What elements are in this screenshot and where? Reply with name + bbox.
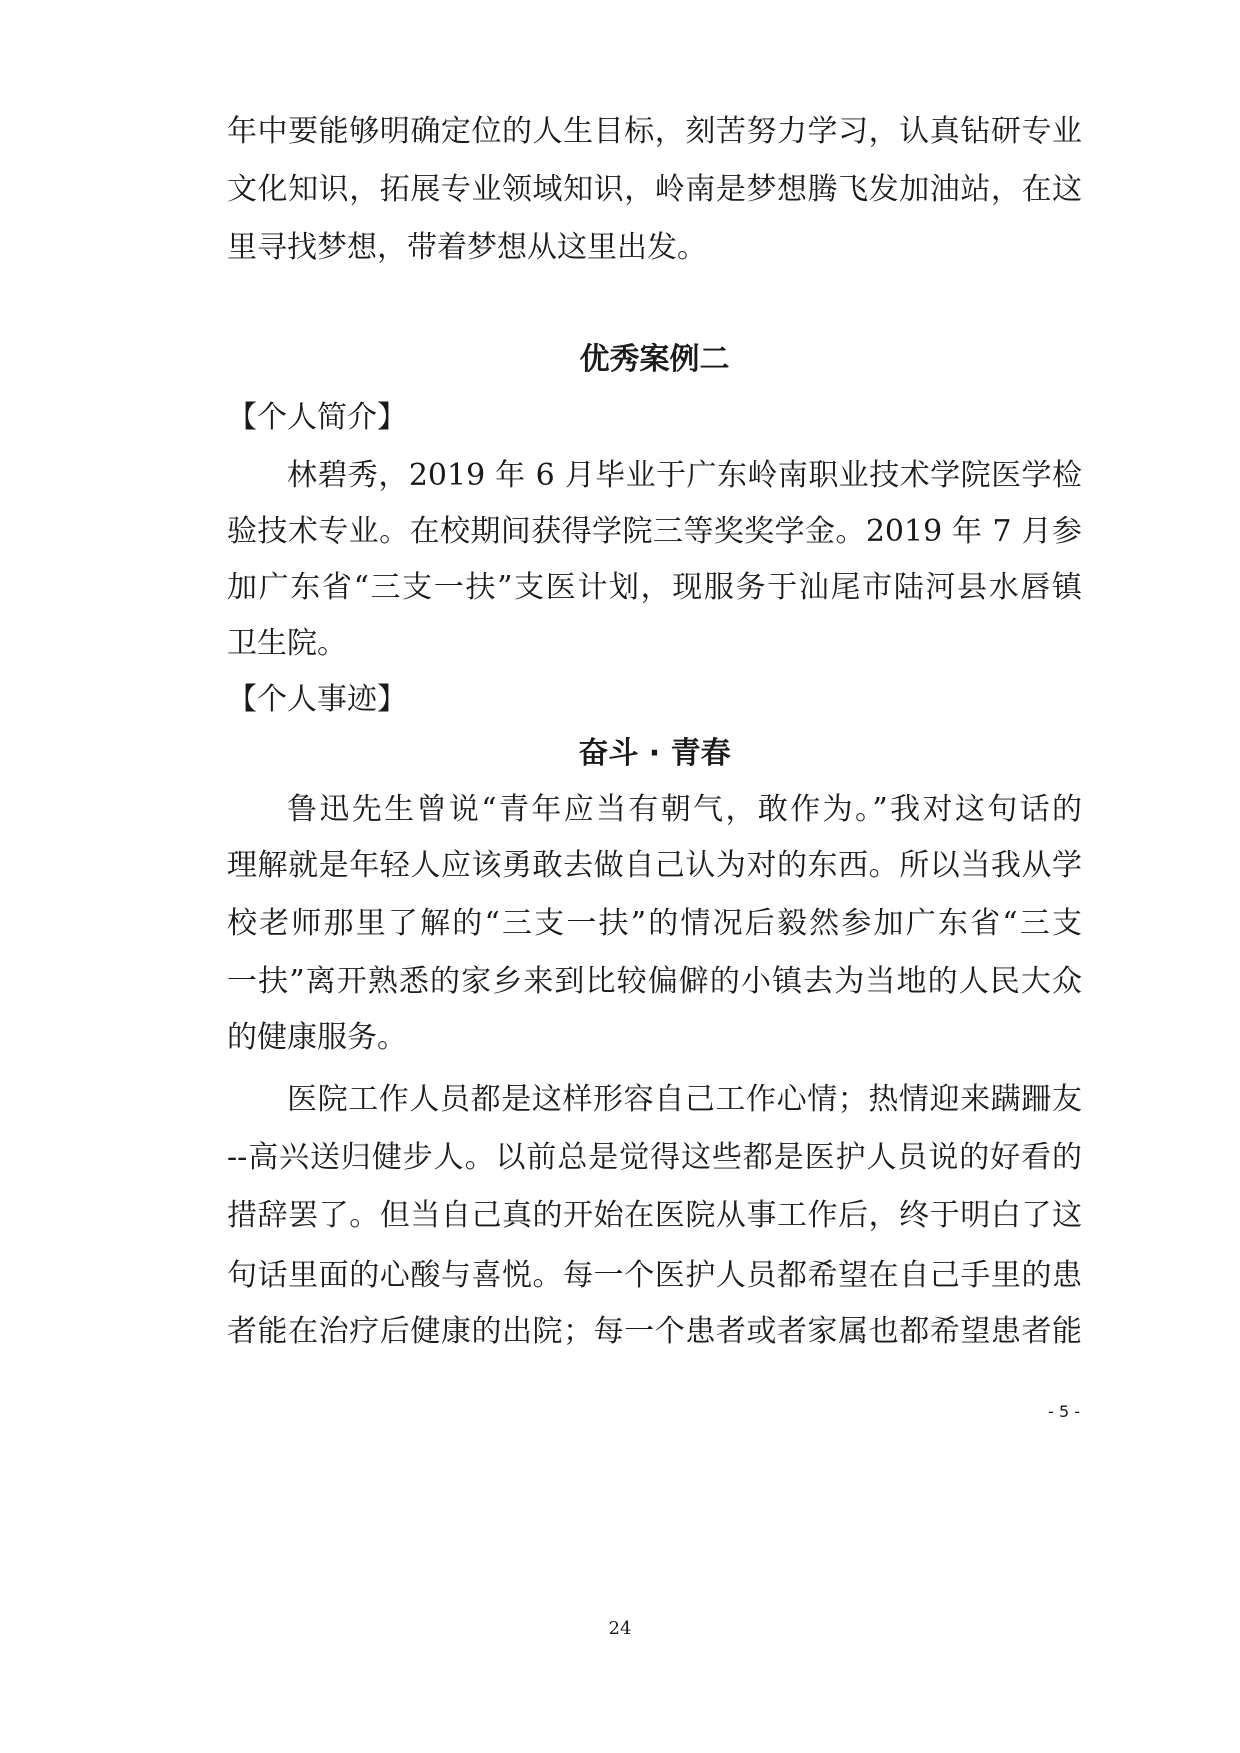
inner-page-number: - 5 -: [1048, 1402, 1080, 1421]
intro-line-2: 文化知识，拓展专业领域知识，岭南是梦想腾飞发加油站，在这: [227, 172, 1082, 207]
essay-title: 奋斗 · 青春: [578, 736, 731, 771]
profile-line-1: 林碧秀，2019 年 6 月毕业于广东岭南职业技术学院医学检: [287, 458, 1082, 493]
case-title: 优秀案例二: [579, 342, 730, 377]
profile-line-3: 加广东省“三支一扶”支医计划，现服务于汕尾市陆河县水唇镇: [227, 570, 1082, 605]
essay-p2-line-3: 措辞罢了。但当自己真的开始在医院从事工作后，终于明白了这: [227, 1198, 1082, 1233]
essay-p1-line-4: 一扶”离开熟悉的家乡来到比较偏僻的小镇去为当地的人民大众: [227, 964, 1082, 999]
essay-p1-line-2: 理解就是年轻人应该勇敢去做自己认为对的东西。所以当我从学: [227, 848, 1082, 883]
essay-p2-line-5: 者能在治疗后健康的出院；每一个患者或者家属也都希望患者能: [227, 1314, 1082, 1349]
essay-p2-line-4: 句话里面的心酸与喜悦。每一个医护人员都希望在自己手里的患: [227, 1258, 1082, 1293]
pdf-page-number: 24: [608, 1618, 632, 1639]
deeds-heading: 【个人事迹】: [227, 682, 407, 717]
profile-line-2: 验技术专业。在校期间获得学院三等奖奖学金。2019 年 7 月参: [227, 514, 1082, 549]
essay-p1-line-5: 的健康服务。: [227, 1020, 407, 1055]
essay-p1-line-1: 鲁迅先生曾说“青年应当有朝气，敢作为。”我对这句话的: [287, 792, 1082, 827]
essay-p2-line-1: 医院工作人员都是这样形容自己工作心情；热情迎来蹒跚友: [287, 1082, 1082, 1117]
profile-heading: 【个人简介】: [227, 400, 407, 435]
essay-p1-line-3: 校老师那里了解的“三支一扶”的情况后毅然参加广东省“三支: [227, 906, 1082, 941]
essay-p2-line-2: --高兴送归健步人。以前总是觉得这些都是医护人员说的好看的: [227, 1140, 1082, 1175]
intro-line-1: 年中要能够明确定位的人生目标，刻苦努力学习，认真钻研专业: [227, 114, 1082, 149]
intro-line-3: 里寻找梦想，带着梦想从这里出发。: [227, 230, 707, 265]
profile-line-4: 卫生院。: [227, 626, 347, 661]
